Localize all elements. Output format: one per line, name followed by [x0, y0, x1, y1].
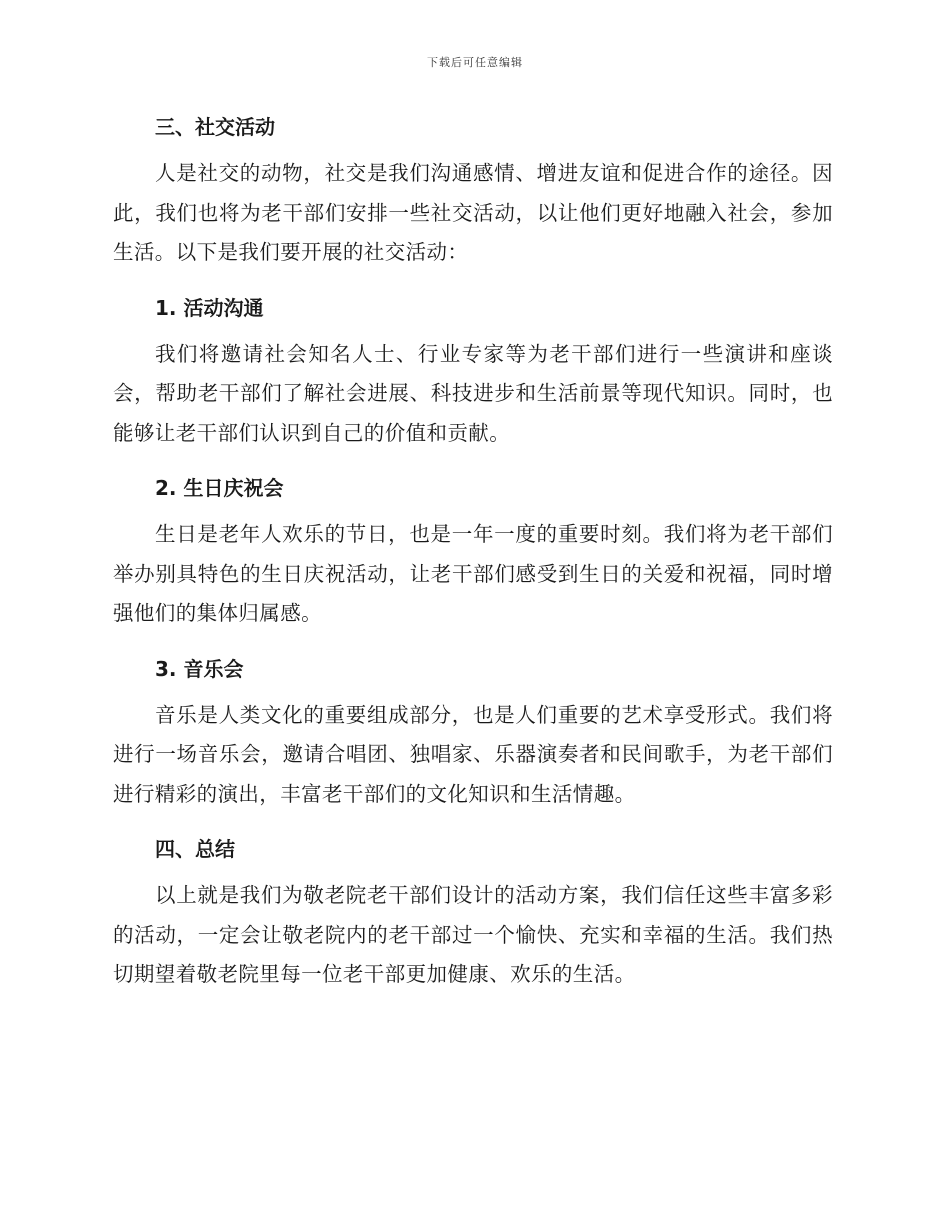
section-3-intro-paragraph: 人是社交的动物，社交是我们沟通感情、增进友谊和促进合作的途径。因此，我们也将为老干部们安排一些社交活动，以让他们更好地融入社会，参加生活。以下是我们要开展的社交活动：	[113, 161, 833, 264]
item-2-paragraph: 生日是老年人欢乐的节日，也是一年一度的重要时刻。我们将为老干部们举办别具特色的生日庆祝活动，让老干部们感受到生日的关爱和祝福，同时增强他们的集体归属感。	[113, 522, 833, 625]
section-4-paragraph: 以上就是我们为敬老院老干部们设计的活动方案，我们信任这些丰富多彩的活动，一定会让敬老院内的老干部过一个愉快、充实和幸福的生活。我们热切期望着敬老院里每一位老干部更加健康、欢乐的生活。	[113, 883, 833, 986]
section-3-heading: 三、社交活动	[155, 115, 275, 139]
item-1-heading: 1. 活动沟通	[155, 295, 264, 320]
item-1-paragraph: 我们将邀请社会知名人士、行业专家等为老干部们进行一些演讲和座谈会，帮助老干部们了解社会进展、科技进步和生活前景等现代知识。同时，也能够让老干部们认识到自己的价值和贡献。	[113, 341, 833, 445]
document-body	[113, 108, 833, 995]
header-note: 下载后可任意编辑	[427, 56, 523, 69]
section-4-heading: 四、总结	[155, 837, 235, 861]
item-2-heading: 2. 生日庆祝会	[155, 476, 284, 500]
item-3-paragraph: 音乐是人类文化的重要组成部分，也是人们重要的艺术享受形式。我们将进行一场音乐会，邀请合唱团、独唱家、乐器演奏者和民间歌手，为老干部们进行精彩的演出，丰富老干部们的文化知识和生活情趣。	[113, 702, 833, 806]
item-3-heading: 3. 音乐会	[155, 656, 244, 681]
